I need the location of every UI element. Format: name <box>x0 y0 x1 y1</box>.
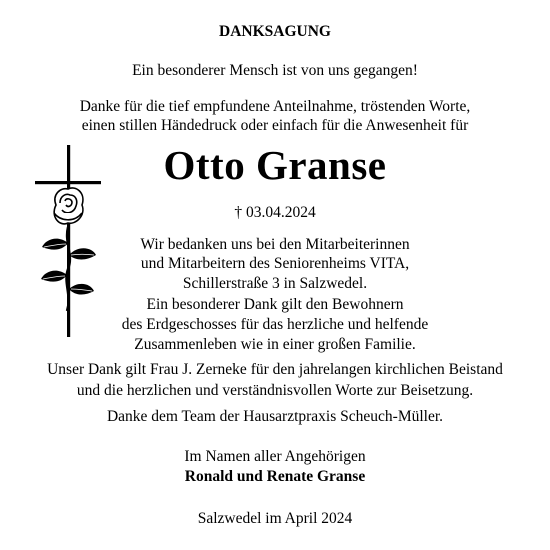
practice-thanks: Danke dem Team der Hausarztpraxis Scheuch-Müller. <box>106 408 444 425</box>
body-line-2: und Mitarbeitern des Seniorenheims VITA, <box>140 255 410 272</box>
body-line-1: Wir bedanken uns bei den Mitarbeiterinnen <box>140 236 410 253</box>
body-line-8: und die herzlichen und verständnisvollen Worte zur Beisetzung. <box>76 382 474 399</box>
signers: Ronald und Renate Granse <box>184 468 366 485</box>
thanks-line-2: einen stillen Händedruck oder einfach für die Anwesenheit für <box>81 117 469 134</box>
intro-line: Ein besonderer Mensch ist von uns gegangen! <box>132 62 418 79</box>
deceased-name: Otto Granse <box>163 142 387 188</box>
thanks-line-1: Danke für die tief empfundene Anteilnahme, tröstenden Worte, <box>79 98 471 115</box>
body-line-4: Ein besonderer Dank gilt den Bewohnern <box>146 296 404 313</box>
death-date: † 03.04.2024 <box>234 204 316 221</box>
place-date: Salzwedel im April 2024 <box>197 510 353 527</box>
body-line-3: Schillerstraße 3 in Salzwedel. <box>182 275 368 292</box>
cross-with-rose-icon <box>30 143 106 339</box>
notice-heading: DANKSAGUNG <box>219 23 331 40</box>
on-behalf-line: Im Namen aller Angehörigen <box>184 448 366 465</box>
body-line-5: des Erdgeschosses für das herzliche und helfende <box>121 316 429 333</box>
body-line-7: Unser Dank gilt Frau J. Zerneke für den jahrelangen kirchlichen Beistand <box>47 361 503 378</box>
body-line-6: Zusammenleben wie in einer großen Familie. <box>134 336 416 353</box>
